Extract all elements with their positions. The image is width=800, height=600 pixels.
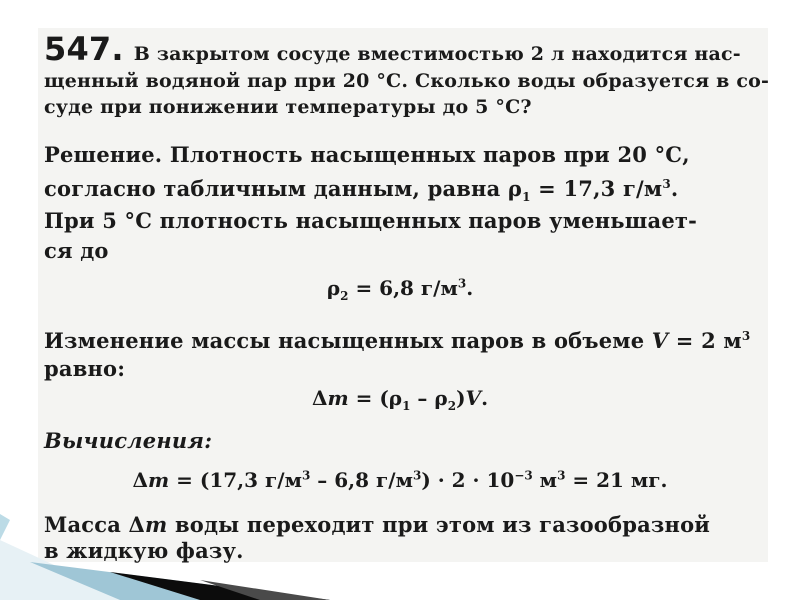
solution-line-2: согласно табличным данным, равна $\rho_1 = 17,3$ $г/м^3$.: [44, 176, 679, 205]
problem-line-3: суде при понижении температуры до 5 °С?: [44, 96, 532, 118]
conclusion-line-2: в жидкую фазу.: [44, 538, 244, 563]
solution-line-3: При 5 °С плотность насыщенных паров уменьшает-: [44, 208, 698, 233]
solution-label: Решение.: [44, 142, 163, 167]
problem-number: 547.: [44, 30, 124, 68]
problem-line-1: 547. В закрытом сосуде вместимостью 2 л находится нас-: [44, 30, 741, 68]
formula-rho2: $\rho_2 = 6,8$ $г/м^3$.: [326, 276, 474, 303]
mass-change-line-1: Изменение массы насыщенных паров в объеме V = 2 $м^3$: [44, 328, 751, 353]
conclusion-line-1: Масса Δm воды переходит при этом из газообразной: [44, 512, 711, 537]
solution-line-4: ся до: [44, 238, 109, 263]
formula-dm: $\Delta m = (\rho_1 - \rho_2)V$.: [311, 386, 489, 413]
solution-line-1: Решение. Плотность насыщенных паров при 20 °С,: [44, 142, 690, 167]
mass-change-line-2: равно:: [44, 356, 126, 381]
problem-line-2: щенный водяной пар при 20 °С. Сколько воды образуется в со-: [44, 70, 770, 92]
formula-calc: Δm = (17,3 $г/м^3 - 6,8$ $г/м^3) \cdot 2 \cdot 10^{-3}$ $м^3 = 21$ мг.: [132, 468, 668, 492]
slide-swoosh-decoration: [0, 480, 800, 600]
calc-label: Вычисления:: [44, 428, 213, 453]
